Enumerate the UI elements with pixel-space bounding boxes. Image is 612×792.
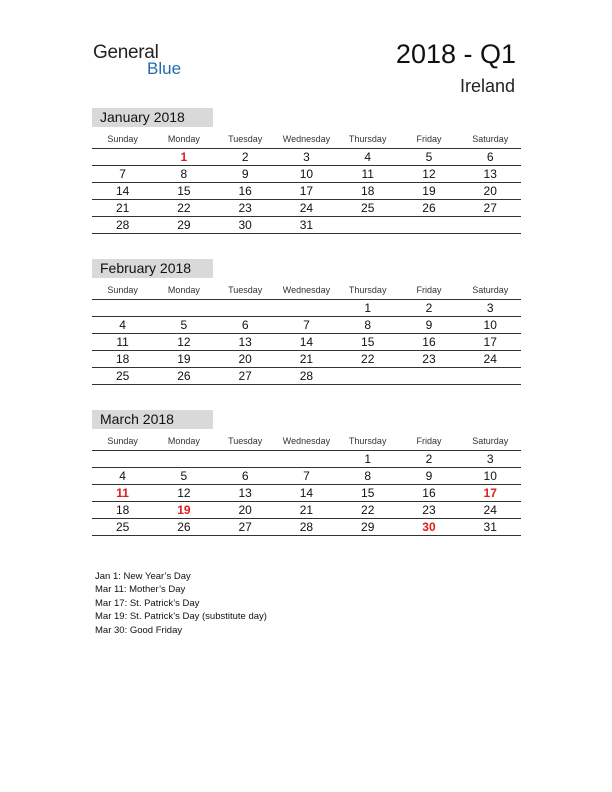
empty-day-cell bbox=[276, 451, 337, 467]
holiday-note: Mar 19: St. Patrick’s Day (substitute day) bbox=[95, 611, 267, 623]
day-cell: 24 bbox=[299, 201, 314, 215]
day-cell: 28 bbox=[299, 369, 314, 383]
day-cell: 18 bbox=[115, 352, 130, 366]
day-cell: 10 bbox=[483, 469, 497, 483]
day-cell: 4 bbox=[119, 318, 126, 332]
empty-day-cell bbox=[92, 149, 153, 165]
weekday-header: Wednesday bbox=[282, 285, 331, 295]
day-cell: 28 bbox=[299, 520, 314, 534]
day-cell: 11 bbox=[361, 167, 374, 181]
day-cell: 12 bbox=[177, 335, 191, 349]
day-cell: 23 bbox=[422, 352, 436, 366]
day-cell: 13 bbox=[238, 335, 252, 349]
weekday-header-row bbox=[92, 130, 521, 149]
day-cell: 31 bbox=[483, 520, 497, 534]
empty-day-cell bbox=[92, 451, 153, 467]
brand-logo bbox=[93, 42, 193, 80]
day-cell: 25 bbox=[115, 520, 130, 534]
week-row bbox=[92, 468, 521, 485]
day-cell: 8 bbox=[364, 469, 372, 483]
weekday-header: Wednesday bbox=[282, 134, 331, 144]
weekday-header: Tuesday bbox=[228, 134, 263, 144]
day-cell: 13 bbox=[483, 167, 497, 181]
day-cell: 27 bbox=[238, 520, 252, 534]
day-cell: 23 bbox=[422, 503, 436, 517]
day-cell: 13 bbox=[238, 486, 252, 500]
day-cell: 29 bbox=[361, 520, 375, 534]
day-cell: 5 bbox=[425, 150, 433, 164]
day-cell: 20 bbox=[238, 503, 252, 517]
day-cell: 3 bbox=[486, 452, 494, 466]
empty-day-cell bbox=[276, 300, 337, 316]
empty-day-cell bbox=[460, 368, 521, 384]
weekday-header: Thursday bbox=[348, 285, 387, 295]
empty-day-cell bbox=[460, 217, 521, 233]
empty-day-cell bbox=[398, 368, 459, 384]
weekday-header: Monday bbox=[167, 436, 200, 446]
page-title: 2018 - Q1 bbox=[395, 39, 516, 69]
week-row bbox=[92, 351, 521, 368]
month-label: March 2018 bbox=[92, 410, 213, 429]
weekday-header: Thursday bbox=[348, 134, 387, 144]
weekday-header: Monday bbox=[167, 134, 200, 144]
day-cell: 21 bbox=[299, 503, 314, 517]
empty-day-cell bbox=[92, 300, 153, 316]
day-cell: 4 bbox=[119, 469, 126, 483]
day-cell: 8 bbox=[364, 318, 372, 332]
day-cell: 7 bbox=[303, 469, 310, 483]
day-cell: 5 bbox=[180, 318, 188, 332]
week-row bbox=[92, 217, 521, 234]
logo-word-general: General bbox=[93, 42, 159, 63]
weekday-header: Tuesday bbox=[228, 436, 263, 446]
holiday-note: Jan 1: New Year’s Day bbox=[95, 571, 191, 582]
day-cell: 12 bbox=[177, 486, 191, 500]
holiday-day-cell: 30 bbox=[422, 520, 436, 534]
holiday-notes bbox=[95, 570, 395, 637]
day-cell: 19 bbox=[422, 184, 436, 198]
weekday-header: Sunday bbox=[107, 285, 138, 295]
day-cell: 17 bbox=[483, 335, 497, 349]
week-row bbox=[92, 519, 521, 536]
empty-day-cell bbox=[337, 368, 398, 384]
day-cell: 15 bbox=[361, 486, 375, 500]
holiday-day-cell: 1 bbox=[180, 150, 188, 164]
day-cell: 28 bbox=[115, 218, 130, 232]
day-cell: 19 bbox=[177, 352, 191, 366]
day-cell: 10 bbox=[299, 167, 314, 181]
day-cell: 4 bbox=[364, 150, 372, 164]
day-cell: 6 bbox=[241, 318, 249, 332]
holiday-note: Mar 17: St. Patrick’s Day bbox=[95, 597, 200, 609]
week-row bbox=[92, 300, 521, 317]
day-cell: 7 bbox=[303, 318, 310, 332]
day-cell: 23 bbox=[238, 201, 252, 215]
day-cell: 24 bbox=[483, 503, 497, 517]
day-cell: 6 bbox=[241, 469, 249, 483]
weekday-header: Monday bbox=[167, 285, 200, 295]
day-cell: 1 bbox=[364, 452, 372, 466]
day-cell: 1 bbox=[364, 301, 372, 315]
logo-word-blue: Blue bbox=[147, 59, 182, 78]
weekday-header: Friday bbox=[416, 436, 442, 446]
week-row bbox=[92, 149, 521, 166]
day-cell: 22 bbox=[177, 201, 191, 215]
empty-day-cell bbox=[153, 300, 214, 316]
day-cell: 21 bbox=[115, 201, 130, 215]
day-cell: 27 bbox=[238, 369, 252, 383]
day-cell: 15 bbox=[177, 184, 191, 198]
holiday-day-cell: 19 bbox=[177, 503, 191, 517]
day-cell: 3 bbox=[303, 150, 310, 164]
country-label: Ireland bbox=[459, 76, 515, 96]
week-row bbox=[92, 183, 521, 200]
day-cell: 2 bbox=[241, 150, 249, 164]
day-cell: 24 bbox=[483, 352, 497, 366]
month-label: January 2018 bbox=[92, 108, 213, 127]
day-cell: 6 bbox=[486, 150, 494, 164]
day-cell: 10 bbox=[483, 318, 497, 332]
weekday-header: Friday bbox=[416, 285, 442, 295]
day-cell: 30 bbox=[238, 218, 252, 232]
day-cell: 14 bbox=[299, 486, 314, 500]
holiday-note: Mar 30: Good Friday bbox=[95, 624, 183, 636]
day-cell: 2 bbox=[425, 452, 433, 466]
week-row bbox=[92, 451, 521, 468]
day-cell: 16 bbox=[422, 486, 436, 500]
day-cell: 9 bbox=[425, 318, 433, 332]
day-cell: 21 bbox=[299, 352, 314, 366]
day-cell: 16 bbox=[238, 184, 252, 198]
empty-day-cell bbox=[153, 451, 214, 467]
weekday-header: Saturday bbox=[472, 134, 509, 144]
empty-day-cell bbox=[398, 217, 459, 233]
week-row bbox=[92, 502, 521, 519]
empty-day-cell bbox=[337, 217, 398, 233]
day-cell: 16 bbox=[422, 335, 436, 349]
day-cell: 5 bbox=[180, 469, 188, 483]
holiday-day-cell: 17 bbox=[483, 486, 497, 500]
weekday-header: Saturday bbox=[472, 436, 509, 446]
day-cell: 17 bbox=[299, 184, 314, 198]
empty-day-cell bbox=[215, 300, 276, 316]
day-cell: 2 bbox=[425, 301, 433, 315]
weekday-header: Sunday bbox=[107, 134, 138, 144]
week-row bbox=[92, 200, 521, 217]
weekday-header-row bbox=[92, 281, 521, 300]
day-cell: 18 bbox=[115, 503, 130, 517]
day-cell: 22 bbox=[361, 503, 375, 517]
empty-day-cell bbox=[215, 451, 276, 467]
day-cell: 25 bbox=[115, 369, 130, 383]
weekday-header: Saturday bbox=[472, 285, 509, 295]
weekday-header: Sunday bbox=[107, 436, 138, 446]
day-cell: 20 bbox=[238, 352, 252, 366]
weekday-header: Tuesday bbox=[228, 285, 263, 295]
week-row bbox=[92, 334, 521, 351]
day-cell: 8 bbox=[180, 167, 188, 181]
day-cell: 26 bbox=[177, 520, 191, 534]
day-cell: 31 bbox=[299, 218, 314, 232]
week-row bbox=[92, 485, 521, 502]
holiday-day-cell: 11 bbox=[116, 486, 129, 500]
week-row bbox=[92, 166, 521, 183]
weekday-header: Friday bbox=[416, 134, 442, 144]
weekday-header: Wednesday bbox=[282, 436, 331, 446]
day-cell: 20 bbox=[483, 184, 497, 198]
day-cell: 27 bbox=[483, 201, 497, 215]
day-cell: 22 bbox=[361, 352, 375, 366]
weekday-header: Thursday bbox=[348, 436, 387, 446]
day-cell: 11 bbox=[116, 335, 129, 349]
week-row bbox=[92, 317, 521, 334]
day-cell: 7 bbox=[119, 167, 126, 181]
day-cell: 18 bbox=[361, 184, 375, 198]
day-cell: 26 bbox=[177, 369, 191, 383]
week-row bbox=[92, 368, 521, 385]
day-cell: 14 bbox=[115, 184, 130, 198]
day-cell: 29 bbox=[177, 218, 191, 232]
day-cell: 26 bbox=[422, 201, 436, 215]
weekday-header-row bbox=[92, 432, 521, 451]
day-cell: 14 bbox=[299, 335, 314, 349]
month-label: February 2018 bbox=[92, 259, 213, 278]
day-cell: 12 bbox=[422, 167, 436, 181]
day-cell: 15 bbox=[361, 335, 375, 349]
day-cell: 9 bbox=[425, 469, 433, 483]
day-cell: 9 bbox=[241, 167, 249, 181]
holiday-note: Mar 11: Mother’s Day bbox=[95, 584, 186, 596]
day-cell: 3 bbox=[486, 301, 494, 315]
day-cell: 25 bbox=[361, 201, 375, 215]
